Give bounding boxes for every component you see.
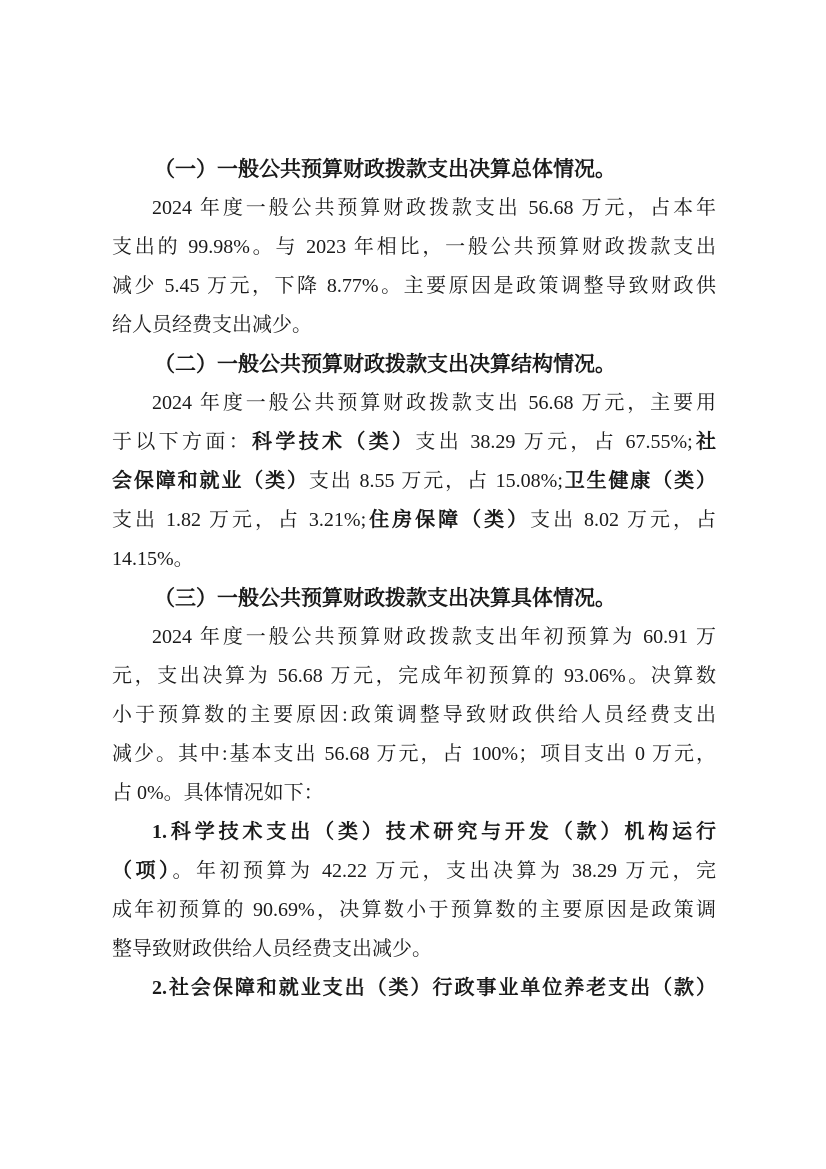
text-run: 整导致财政供给人员经费支出减少。 [112, 938, 432, 960]
text-run: 于以下方面： [112, 431, 253, 453]
text-run-bold: 卫生健康（类） [562, 470, 717, 492]
text-run-bold: 会保障和就业（类） [112, 470, 309, 492]
text-line [112, 696, 716, 735]
item-2-paragraph [112, 969, 716, 1008]
text-run: 成年初预算的 90.69%，决算数小于预算数的主要原因是政策调 [112, 899, 716, 921]
text-run: 支出的 99.98%。与 2023 年相比，一般公共预算财政拨款支出 [112, 236, 716, 258]
text-run: 14.15%。 [112, 548, 194, 570]
text-run: 占 0%。具体情况如下： [112, 782, 324, 804]
section-1-paragraph [112, 189, 716, 345]
section-2-paragraph [112, 384, 716, 579]
text-run: 支出 8.02 万元，占 [530, 509, 717, 531]
text-run-bold: 社 [692, 431, 717, 453]
text-line [112, 189, 716, 228]
text-run-bold: 2.社会保障和就业支出（类）行政事业单位养老支出（款） [152, 977, 716, 999]
text-run: 支出 38.29 万元，占 67.55%; [415, 431, 693, 453]
text-line [112, 384, 716, 423]
document-text-block [112, 150, 716, 1008]
text-line [112, 852, 716, 891]
text-line [112, 618, 716, 657]
text-line [112, 228, 716, 267]
text-run-bold: （二）一般公共预算财政拨款支出决算结构情况。 [154, 352, 616, 376]
text-line [112, 891, 716, 930]
text-run: 给人员经费支出减少。 [112, 314, 312, 336]
text-run: 2024 年度一般公共预算财政拨款支出 56.68 万元，主要用 [152, 392, 716, 414]
text-line [112, 813, 716, 852]
text-run: 元，支出决算为 56.68 万元，完成年初预算的 93.06%。决算数 [112, 665, 716, 687]
section-2-heading [112, 345, 716, 384]
text-run-bold: 科学技术（类） [252, 431, 416, 453]
text-line [112, 423, 716, 462]
text-run: 减少。其中:基本支出 56.68 万元，占 100%；项目支出 0 万元， [112, 743, 716, 765]
text-run: 。年初预算为 42.22 万元，支出决算为 38.29 万元，完 [172, 860, 716, 882]
text-line [112, 774, 716, 813]
text-run-bold: （项） [112, 860, 173, 882]
text-run: 2024 年度一般公共预算财政拨款支出年初预算为 60.91 万 [152, 626, 716, 648]
text-line [112, 306, 716, 345]
item-1-paragraph [112, 813, 716, 969]
text-run: 减少 5.45 万元，下降 8.77%。主要原因是政策调整导致财政供 [112, 275, 716, 297]
text-run-bold: （三）一般公共预算财政拨款支出决算具体情况。 [154, 586, 616, 610]
text-line [112, 657, 716, 696]
text-line [112, 345, 716, 384]
section-3-paragraph [112, 618, 716, 813]
text-line [112, 267, 716, 306]
text-run: 支出 8.55 万元，占 15.08%; [308, 470, 563, 492]
text-run-bold: （一）一般公共预算财政拨款支出决算总体情况。 [154, 157, 616, 181]
section-3-heading [112, 579, 716, 618]
text-line [112, 735, 716, 774]
text-run: 2024 年度一般公共预算财政拨款支出 56.68 万元，占本年 [152, 197, 716, 219]
text-run: 支出 1.82 万元，占 3.21%; [112, 509, 367, 531]
text-run-bold: 1.科学技术支出（类）技术研究与开发（款）机构运行 [152, 821, 716, 843]
text-line [112, 579, 716, 618]
text-run: 小于预算数的主要原因:政策调整导致财政供给人员经费支出 [112, 704, 716, 726]
text-line [112, 540, 716, 579]
text-line [112, 462, 716, 501]
section-1-heading [112, 150, 716, 189]
text-line [112, 969, 716, 1008]
text-line [112, 930, 716, 969]
text-run-bold: 住房保障（类） [366, 509, 531, 531]
text-line [112, 501, 716, 540]
text-line [112, 150, 716, 189]
